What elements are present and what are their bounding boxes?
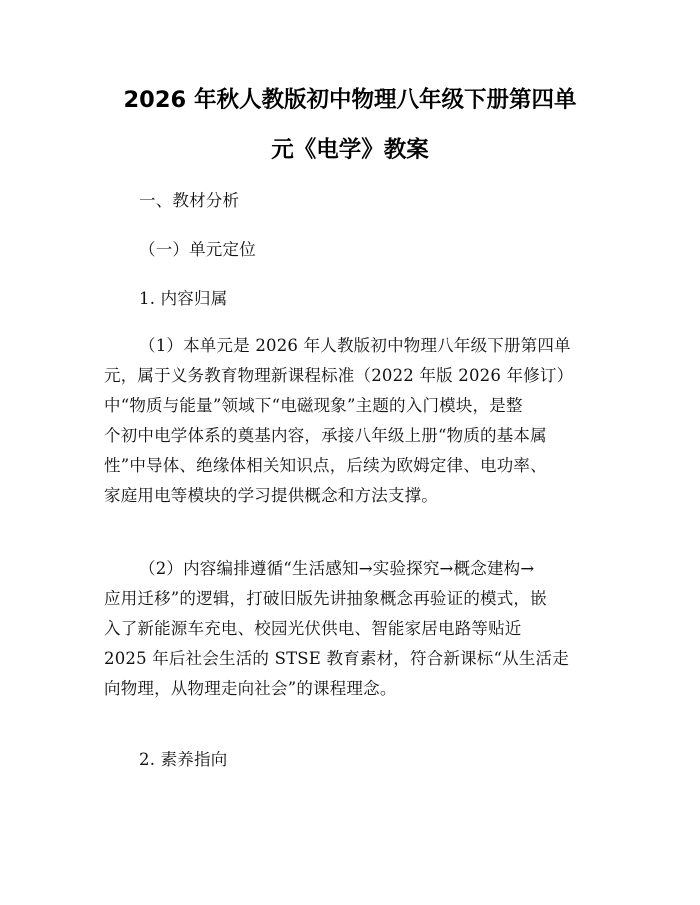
paragraph-line: （1）本单元是 2026 年人教版初中物理八年级下册第四单	[139, 336, 571, 355]
item-heading-content-attribution: 1. 内容归属	[139, 289, 228, 308]
subsection-heading-unit-positioning: （一）单元定位	[139, 240, 256, 259]
item-heading-literacy-orientation: 2. 素养指向	[139, 750, 228, 769]
paragraph-line: 2025 年后社会生活的 STSE 教育素材，符合新课标“从生活走	[104, 649, 569, 668]
paragraph-line: 个初中电学体系的奠基内容，承接八年级上册“物质的基本属	[104, 426, 547, 445]
paragraph-line: 家庭用电等模块的学习提供概念和方法支撑。	[104, 486, 438, 505]
paragraph-line: （2）内容编排遵循“生活感知→实验探究→概念建构→	[139, 559, 535, 578]
paragraph-content-arrangement	[104, 554, 599, 704]
document-title-line-2: 元《电学》教案	[271, 137, 429, 163]
paragraph-line: 应用迁移”的逻辑，打破旧版先讲抽象概念再验证的模式，嵌	[104, 589, 547, 608]
paragraph-line: 向物理，从物理走向社会”的课程理念。	[104, 679, 397, 698]
paragraph-line: 元，属于义务教育物理新课程标准（2022 年版 2026 年修订）	[104, 366, 574, 385]
document-title-line-1: 2026 年秋人教版初中物理八年级下册第四单	[123, 87, 577, 113]
paragraph-line: 性”中导体、绝缘体相关知识点，后续为欧姆定律、电功率、	[104, 456, 547, 475]
paragraph-unit-attribution	[104, 331, 599, 511]
section-heading-textbook-analysis: 一、教材分析	[139, 191, 240, 210]
paragraph-line: 入了新能源车充电、校园光伏供电、智能家居电路等贴近	[104, 619, 522, 638]
paragraph-line: 中“物质与能量”领域下“电磁现象”主题的入门模块，是整	[104, 396, 523, 415]
